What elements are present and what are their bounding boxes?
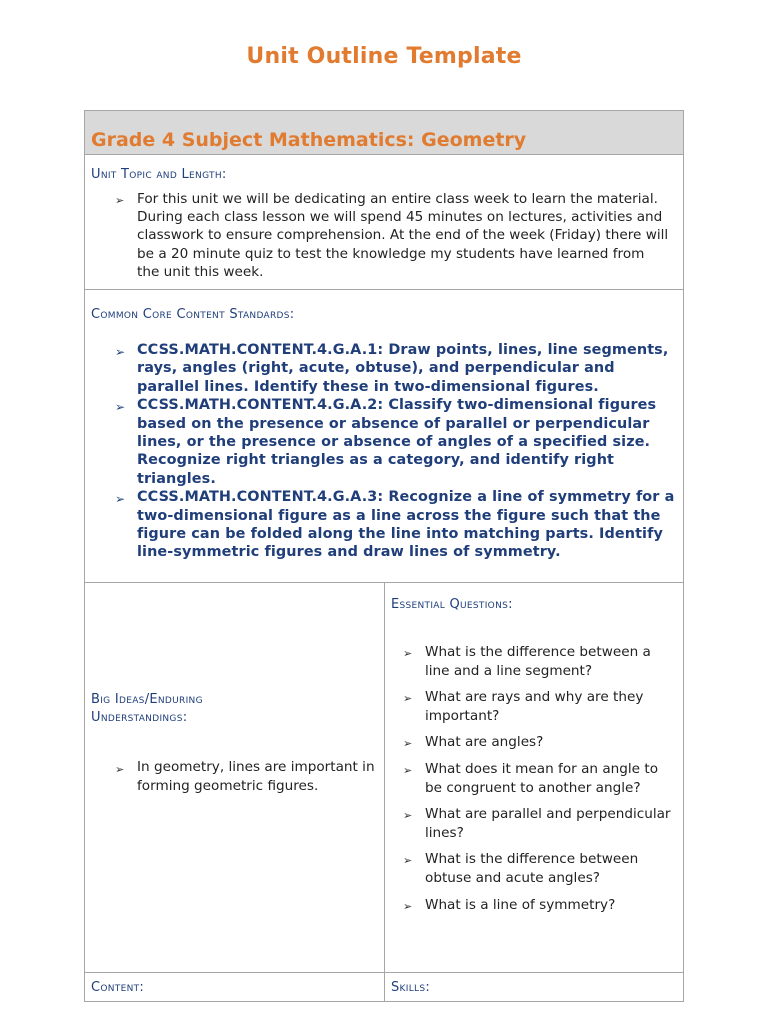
list-item-text: What are angles? [425, 734, 544, 751]
standards-list [115, 341, 681, 562]
ideas-questions-row [85, 583, 683, 973]
content-skills-row [85, 973, 683, 1001]
arrow-bullet-icon: ➢ [403, 899, 413, 913]
list-item-text: What is the difference between a line and a line segment? [425, 644, 651, 679]
big-ideas-heading [91, 691, 203, 727]
list-item [403, 688, 679, 725]
list-item-text: In geometry, lines are important in forming geometric figures. [137, 759, 375, 794]
list-item [403, 643, 679, 680]
big-ideas-heading-line2: Understandings: [91, 710, 188, 725]
list-item [403, 896, 679, 915]
list-item-text: What is a line of symmetry? [425, 896, 616, 913]
big-ideas-cell [85, 583, 385, 973]
arrow-bullet-icon: ➢ [115, 345, 126, 359]
essential-questions-cell [385, 583, 683, 973]
arrow-bullet-icon: ➢ [403, 763, 413, 777]
unit-topic-row [85, 155, 683, 290]
arrow-bullet-icon: ➢ [403, 647, 413, 660]
arrow-bullet-icon: ➢ [403, 737, 413, 751]
list-item [403, 805, 679, 842]
unit-topic-heading: Unit Topic and Length: [91, 167, 227, 182]
list-item-text: CCSS.MATH.CONTENT.4.G.A.3: Recognize a line of symmetry for a two-dimensional figure as a line across the figure such that the figure can be folded along the line into matching parts. Identify line-symmetric figures and draw lines of symmetry. [137, 489, 675, 561]
list-item-text: What are parallel and perpendicular lines? [425, 806, 671, 841]
essential-questions-heading: Essential Questions: [391, 597, 513, 612]
arrow-bullet-icon: ➢ [403, 692, 413, 706]
arrow-bullet-icon: ➢ [403, 854, 413, 868]
arrow-bullet-icon: ➢ [115, 763, 125, 776]
list-item-text: For this unit we will be dedicating an entire class week to learn the material. During each class lesson we will spend 45 minutes on lectures, activities and classwork to ensure comprehension. At the end of the week (Friday) there will be a 20 minute quiz to test the knowledge my students have learned from the unit this week. [137, 191, 669, 280]
grade-header-row [85, 111, 683, 155]
list-item [115, 488, 681, 562]
list-item [115, 396, 681, 488]
list-item-text: CCSS.MATH.CONTENT.4.G.A.2: Classify two-dimensional figures based on the presence or absence of parallel or perpendicular lines, or the presence or absence of angles of a specified size. Recognize right triangles as a category, and identify right triangles. [137, 397, 657, 487]
content-heading: Content: [91, 980, 145, 995]
content-cell [85, 973, 385, 1001]
big-ideas-heading-line1: Big Ideas/Enduring [91, 692, 203, 707]
standards-heading: Common Core Content Standards: [91, 307, 295, 322]
essential-questions-list [403, 643, 679, 922]
list-item [403, 850, 679, 887]
arrow-bullet-icon: ➢ [115, 492, 126, 507]
skills-cell [385, 973, 683, 1001]
big-ideas-list [115, 758, 375, 796]
list-item [115, 341, 681, 396]
unit-outline-table [84, 110, 684, 1002]
grade-title: Grade 4 Subject Mathematics: Geometry [91, 129, 527, 151]
list-item-text: CCSS.MATH.CONTENT.4.G.A.1: Draw points, lines, line segments, rays, angles (right, acute, obtuse), and perpendicular and parallel lines. Identify these in two-dimensional figures. [137, 342, 669, 395]
standards-row [85, 290, 683, 583]
list-item [115, 758, 375, 796]
page-title: Unit Outline Template [246, 44, 522, 69]
list-item [403, 733, 679, 752]
list-item-text: What are rays and why are they important? [425, 689, 644, 724]
arrow-bullet-icon: ➢ [115, 194, 125, 207]
list-item-text: What does it mean for an angle to be congruent to another angle? [425, 760, 659, 796]
arrow-bullet-icon: ➢ [115, 400, 126, 415]
list-item [115, 190, 671, 281]
list-item [403, 760, 679, 797]
skills-heading: Skills: [391, 980, 431, 995]
list-item-text: What is the difference between obtuse and acute angles? [425, 851, 639, 886]
unit-topic-list [115, 190, 671, 281]
arrow-bullet-icon: ➢ [403, 809, 413, 823]
